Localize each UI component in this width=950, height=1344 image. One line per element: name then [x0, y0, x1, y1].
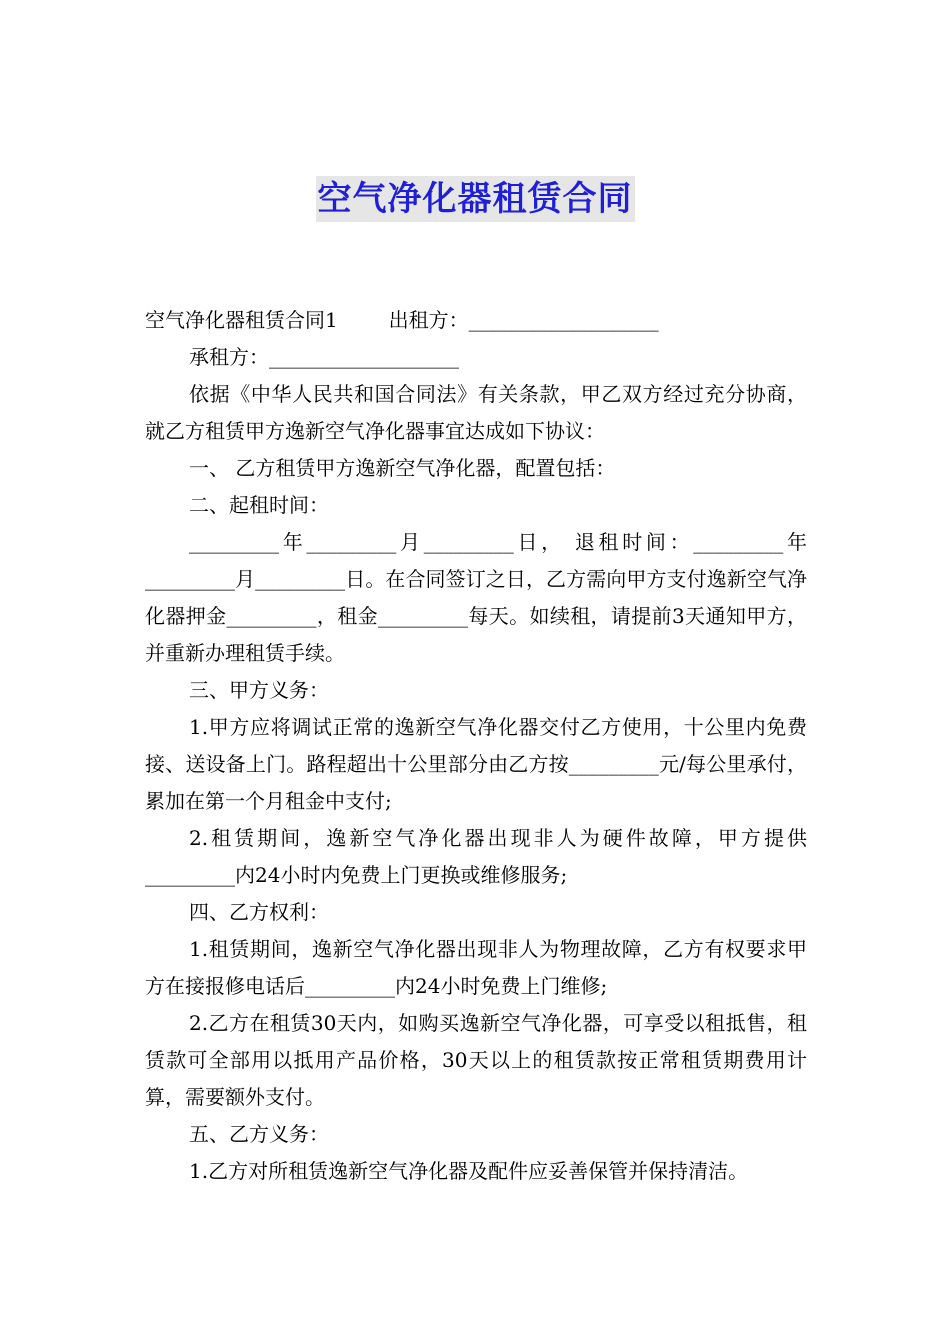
paragraph: 空气净化器租赁合同1 出租方：___________________ — [145, 308, 659, 332]
title-container — [0, 176, 950, 222]
paragraph: 一、 乙方租赁甲方逸新空气净化器，配置包括： — [189, 456, 616, 480]
paragraph: 2.租赁期间，逸新空气净化器出现非人为硬件故障，甲方提供_________内24小时内免费上门更换或维修服务; — [145, 826, 807, 887]
document-body — [145, 302, 807, 1190]
paragraph: 五、乙方义务： — [189, 1122, 329, 1146]
paragraph: 依据《中华人民共和国合同法》有关条款，甲乙双方经过充分协商，就乙方租赁甲方逸新空气净化器事宜达成如下协议： — [145, 382, 807, 443]
paragraph: 承租方：___________________ — [189, 345, 459, 369]
paragraph: 1.乙方对所租赁逸新空气净化器及配件应妥善保管并保持清洁。 — [189, 1159, 749, 1183]
paragraph: 1.甲方应将调试正常的逸新空气净化器交付乙方使用，十公里内免费接、送设备上门。路程超出十公里部分由乙方按_________元/每公里承付，累加在第一个月租金中支付; — [145, 715, 807, 813]
document-title: 空气净化器租赁合同 — [316, 176, 635, 222]
paragraph: 1.租赁期间，逸新空气净化器出现非人为物理故障，乙方有权要求甲方在接报修电话后_________内24小时免费上门维修; — [145, 937, 807, 998]
paragraph: 四、乙方权利： — [189, 900, 329, 924]
paragraph: 三、甲方义务： — [189, 678, 329, 702]
paragraph: _________年_________月_________日， 退租时间：_________年_________月_________日。在合同签订之日，乙方需向甲方支付逸新空气净化器押金_________，租金_________每天。如续租，请提前3天通知甲方，并重新办理租赁手续。 — [145, 530, 807, 665]
paragraph: 二、起租时间： — [189, 493, 329, 517]
paragraph: 2.乙方在租赁30天内，如购买逸新空气净化器，可享受以租抵售，租赁款可全部用以抵用产品价格，30天以上的租赁款按正常租赁期费用计算，需要额外支付。 — [145, 1011, 807, 1109]
